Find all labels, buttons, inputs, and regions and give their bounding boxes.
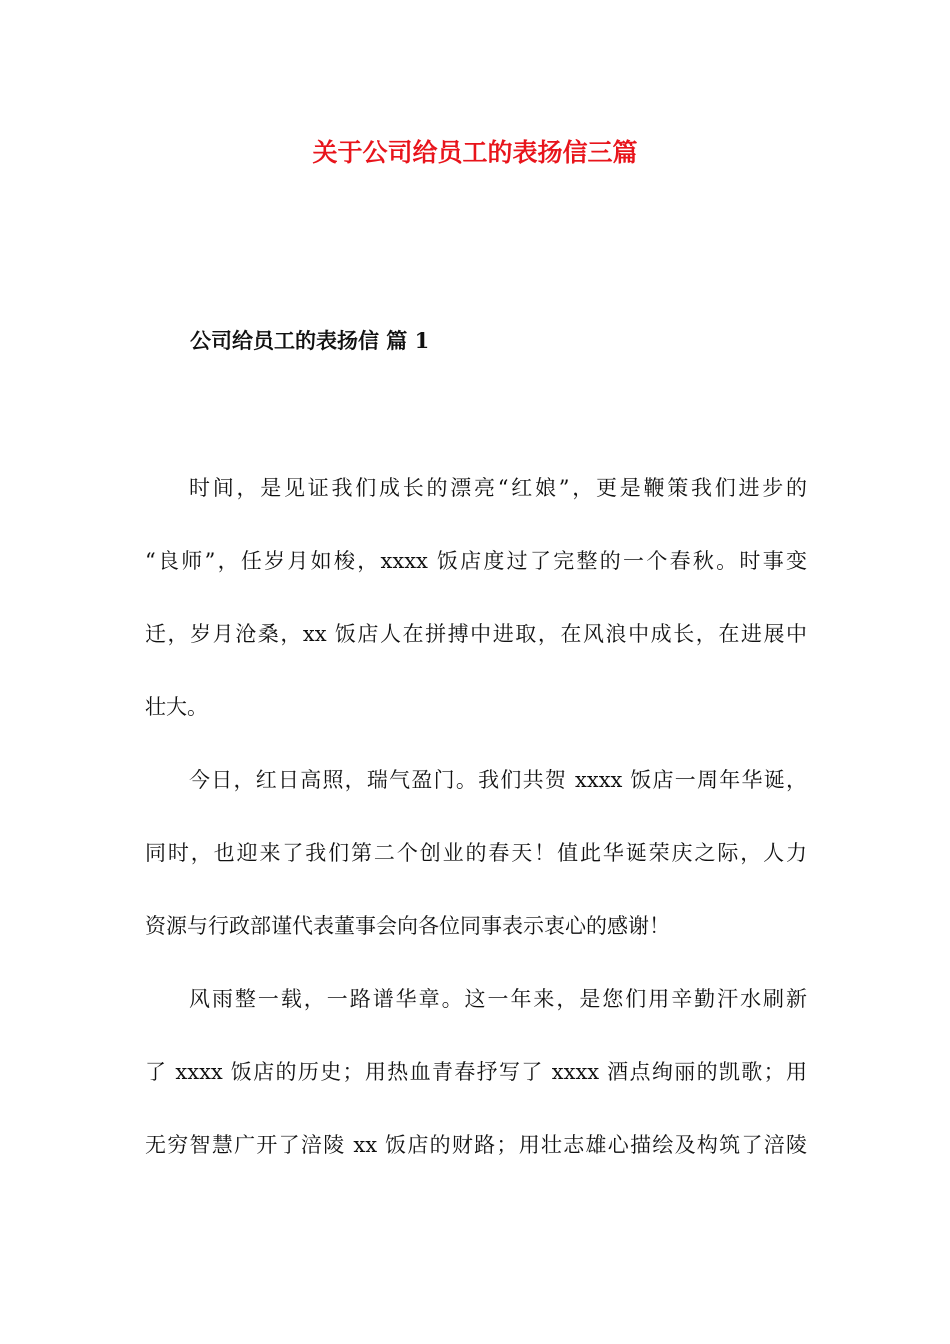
paragraph-line: 风雨整一载，一路谱华章。这一年来，是您们用辛勤汗水刷新	[189, 987, 807, 1011]
paragraph-3	[145, 983, 807, 1162]
paragraph-line: 今日，红日高照，瑞气盈门。我们共贺 xxxx 饭店一周年华诞，	[189, 768, 807, 792]
paragraph-2	[145, 764, 807, 943]
paragraph-line: 无穷智慧广开了涪陵 xx 饭店的财路；用壮志雄心描绘及构筑了涪陵	[145, 1133, 807, 1157]
paragraph-line: 资源与行政部谨代表董事会向各位同事表示衷心的感谢！	[145, 914, 670, 938]
paragraph-line: “良师”，任岁月如梭，xxxx 饭店度过了完整的一个春秋。时事变	[145, 549, 807, 573]
section-heading: 公司给员工的表扬信 篇 1	[190, 328, 430, 353]
paragraph-1	[145, 472, 807, 724]
paragraph-line: 了 xxxx 饭店的历史；用热血青春抒写了 xxxx 酒点绚丽的凯歌；用	[145, 1060, 807, 1084]
paragraph-line: 时间，是见证我们成长的漂亮“红娘”，更是鞭策我们进步的	[189, 476, 807, 500]
document-title: 关于公司给员工的表扬信三篇	[312, 138, 638, 167]
letter-body	[145, 472, 807, 1202]
paragraph-line: 迁，岁月沧桑，xx 饭店人在拼搏中进取，在风浪中成长，在进展中	[145, 622, 807, 646]
paragraph-line: 同时，也迎来了我们第二个创业的春天！值此华诞荣庆之际，人力	[145, 841, 807, 865]
paragraph-line: 壮大。	[145, 695, 208, 719]
